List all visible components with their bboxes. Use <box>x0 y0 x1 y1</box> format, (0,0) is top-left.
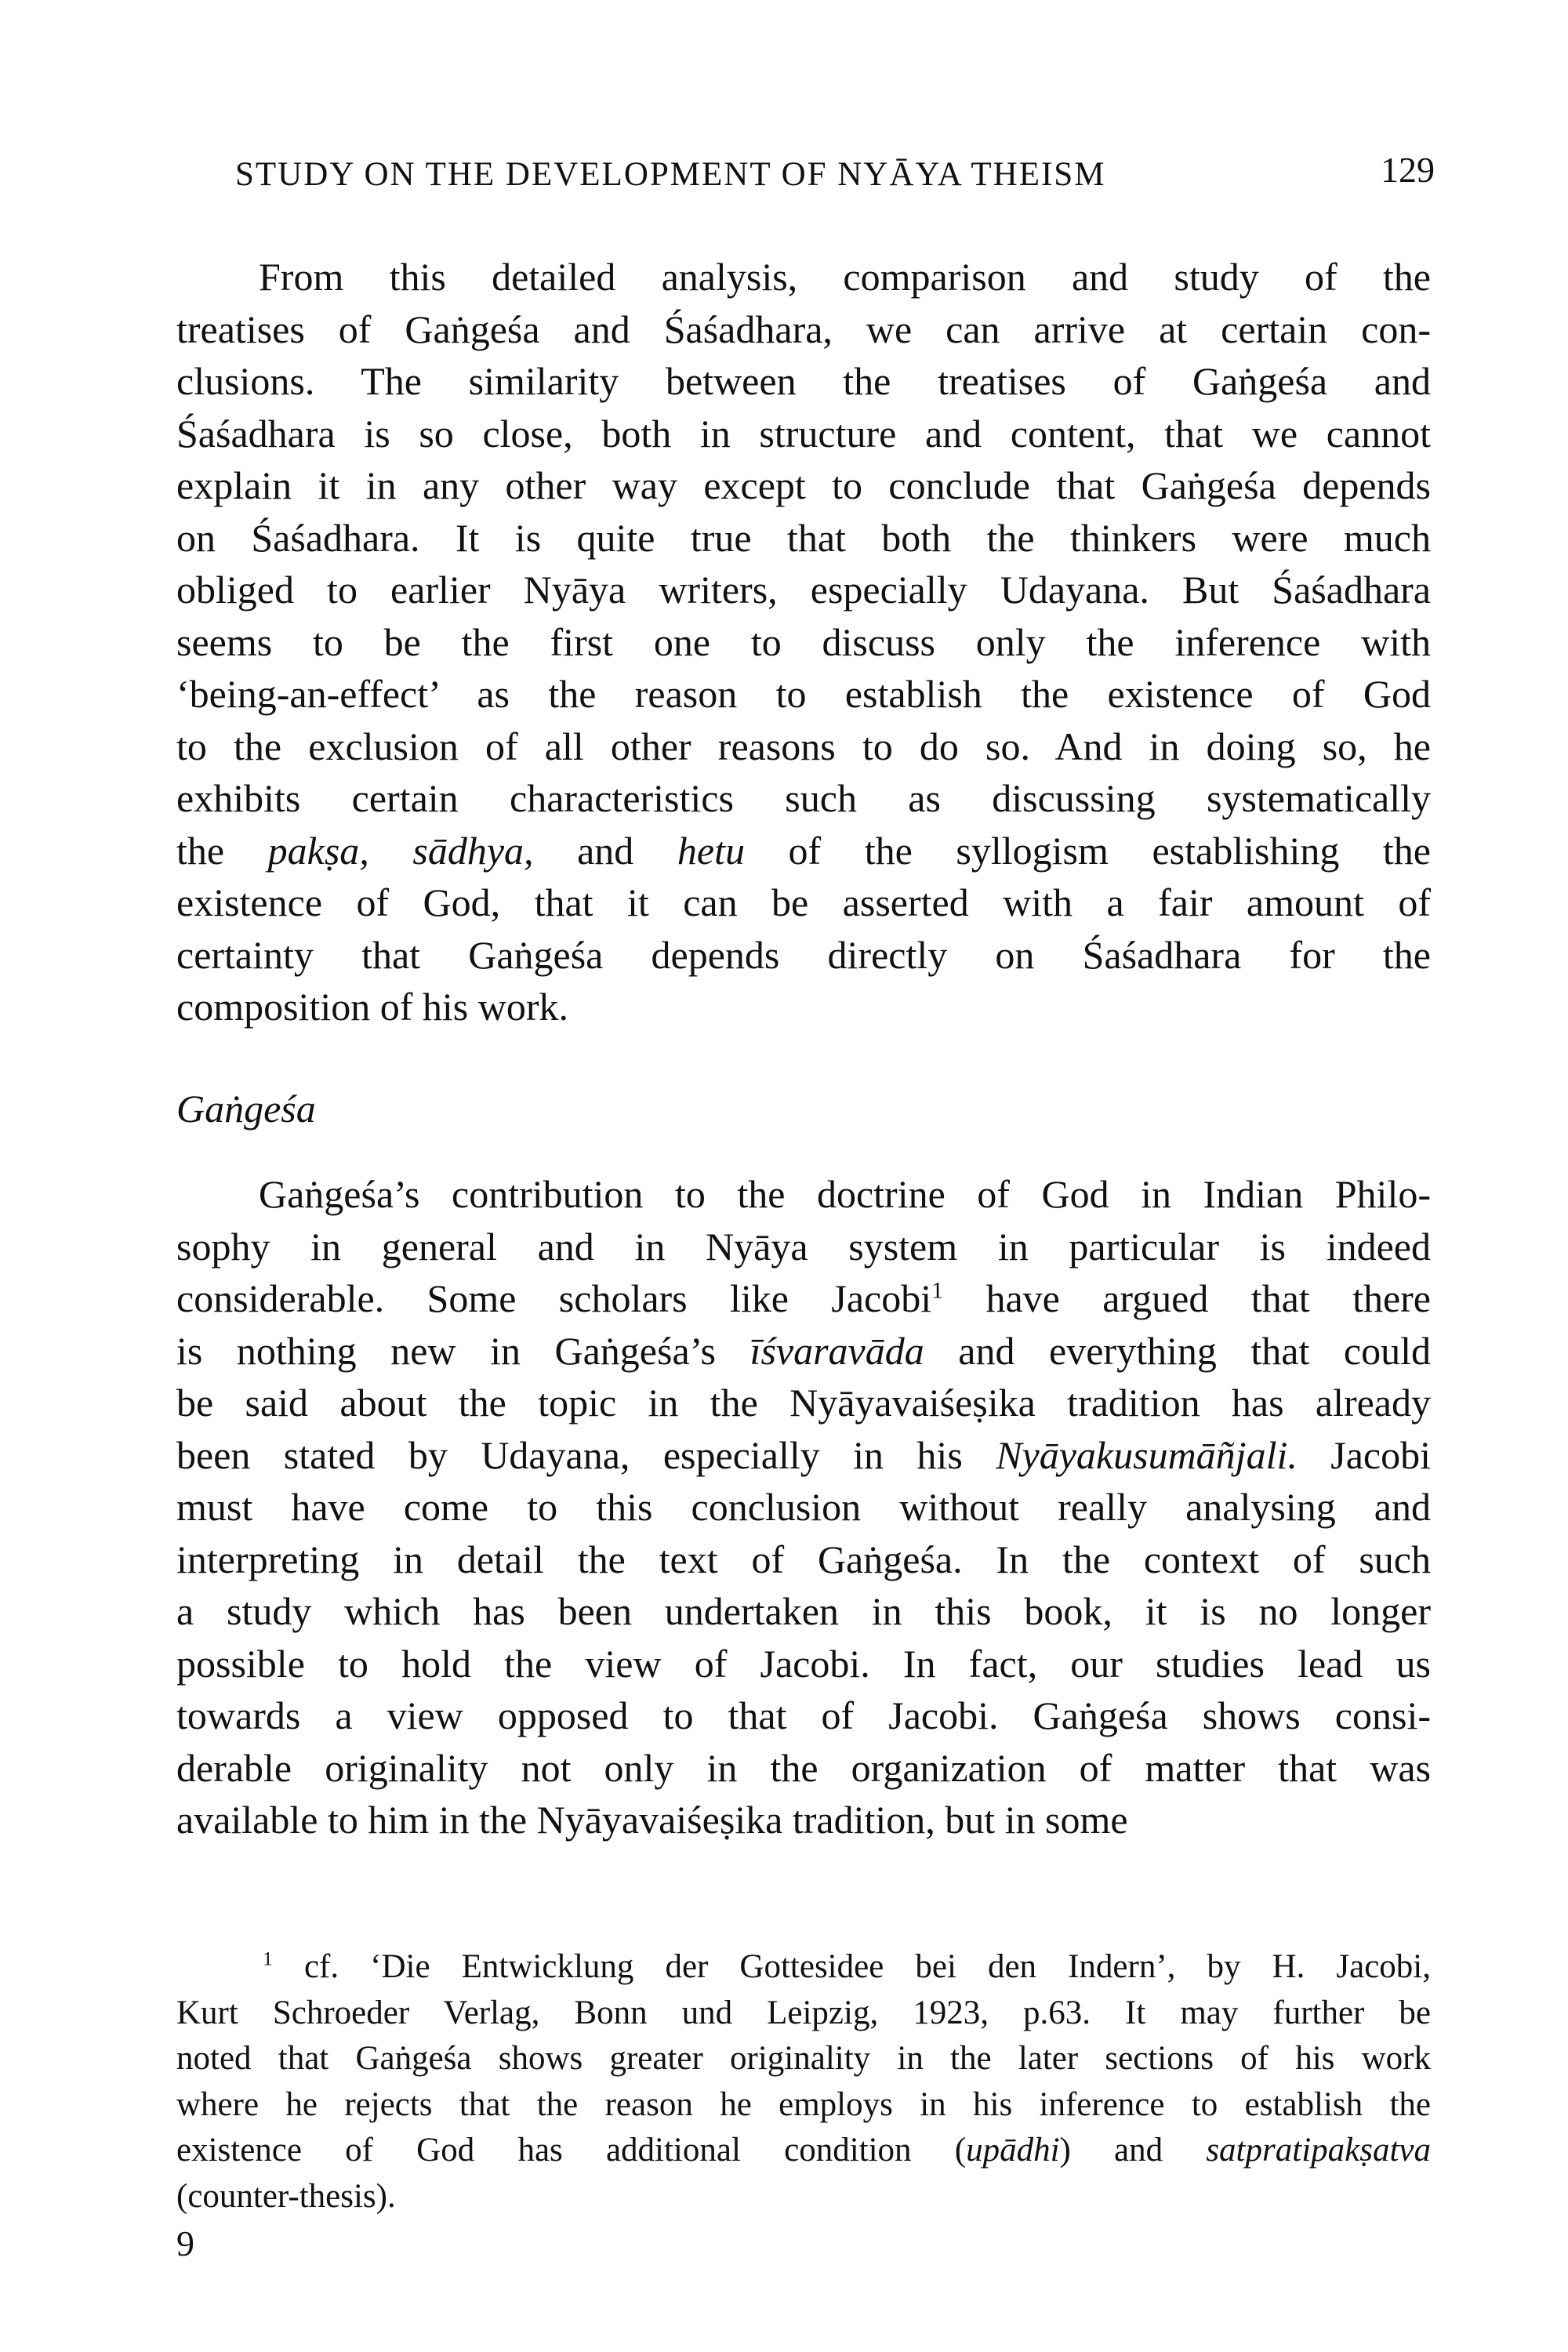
text-run: been stated by Udayana, especially in his <box>176 1432 996 1477</box>
text-line <box>176 1944 1431 1991</box>
text-run: existence of God, that it can be asserted with a fair amount of <box>176 880 1431 924</box>
italic-term: īśvaravāda <box>750 1328 924 1373</box>
italic-term: Nyāyakusumāñjali. <box>996 1432 1298 1477</box>
text-line <box>176 1794 1431 1846</box>
footnote-marker: 1 <box>931 1277 944 1304</box>
text-line <box>176 1638 1431 1690</box>
section-heading: Gaṅgeśa <box>176 1087 316 1131</box>
text-run: exhibits certain characteristics such as discussing systematically <box>176 776 1431 820</box>
text-run: be said about the topic in the Nyāyavaiśeṣika tradition has already <box>176 1381 1431 1425</box>
text-line <box>176 981 1431 1033</box>
text-run: existence of God has additional condition ( <box>176 2132 967 2169</box>
text-run: clusions. The similarity between the treatises of Gaṅgeśa and <box>176 359 1431 403</box>
text-line <box>176 877 1431 929</box>
text-line <box>176 720 1431 773</box>
text-run: and everything that could <box>924 1328 1431 1373</box>
text-line <box>176 303 1431 356</box>
italic-term: hetu <box>677 828 745 873</box>
text-line <box>176 564 1431 616</box>
text-run: cf. ‘Die Entwicklung der Gottesidee bei den Indern’, by H. Jacobi, <box>272 1948 1431 1985</box>
text-run: (counter-thesis). <box>176 2177 396 2215</box>
text-line <box>176 668 1431 720</box>
text-run: considerable. Some scholars like Jacobi <box>176 1276 932 1320</box>
text-run: seems to be the first one to discuss only the inference with <box>176 619 1431 664</box>
text-run: composition of his work. <box>176 985 568 1029</box>
text-line <box>176 1534 1431 1586</box>
text-line <box>176 1377 1431 1429</box>
text-run: obliged to earlier Nyāya writers, especially Udayana. But Śaśadhara <box>176 568 1431 612</box>
text-line <box>176 1272 1431 1325</box>
text-line <box>176 1991 1431 2037</box>
text-run: Jacobi <box>1297 1432 1431 1477</box>
text-run: ) and <box>1059 2132 1207 2169</box>
text-line <box>176 1481 1431 1534</box>
text-run: must have come to this conclusion without really analysing and <box>176 1485 1431 1529</box>
text-line <box>176 1168 1431 1221</box>
text-run: sophy in general and in Nyāya system in particular is indeed <box>176 1224 1431 1269</box>
text-line <box>176 1429 1431 1482</box>
text-run: to the exclusion of all other reasons to do so. And in doing so, he <box>176 724 1431 768</box>
text-line <box>176 1690 1431 1742</box>
text-run: From this detailed analysis, comparison and study of the <box>259 255 1431 299</box>
paragraph-1 <box>176 251 1431 1033</box>
text-run: interpreting in detail the text of Gaṅgeśa. In the context of such <box>176 1537 1431 1581</box>
text-run: and <box>533 828 677 873</box>
paragraph-2 <box>176 1168 1431 1846</box>
page-number: 129 <box>1381 150 1435 190</box>
text-line <box>176 408 1431 460</box>
text-run: of the syllogism establishing the <box>744 828 1431 873</box>
text-line <box>176 825 1431 877</box>
text-line <box>176 772 1431 825</box>
text-line <box>176 1221 1431 1273</box>
running-header <box>235 149 1435 204</box>
italic-term: pakṣa, sādhya, <box>267 828 534 873</box>
text-run: ‘being-an-effect’ as the reason to establish the existence of God <box>176 672 1431 716</box>
text-run: explain it in any other way except to conclude that Gaṅgeśa depends <box>176 463 1431 507</box>
text-run: on Śaśadhara. It is quite true that both the thinkers were much <box>176 515 1431 560</box>
italic-term: upādhi <box>966 2132 1060 2169</box>
text-run: a study which has been undertaken in this book, it is no longer <box>176 1589 1431 1633</box>
text-line <box>176 1325 1431 1377</box>
text-line <box>176 2174 1431 2220</box>
text-run: Śaśadhara is so close, both in structure and content, that we cannot <box>176 411 1431 456</box>
text-run: treatises of Gaṅgeśa and Śaśadhara, we can arrive at certain con- <box>176 307 1431 351</box>
text-run: have argued that there <box>943 1276 1431 1320</box>
text-line <box>176 616 1431 669</box>
text-line <box>176 1742 1431 1795</box>
italic-term: satpratipakṣatva <box>1206 2132 1431 2169</box>
text-run: available to him in the Nyāyavaiśeṣika tradition, but in some <box>176 1798 1128 1842</box>
footnote-marker: 1 <box>263 1947 273 1970</box>
text-line <box>176 459 1431 512</box>
text-run: Gaṅgeśa’s contribution to the doctrine of God in Indian Philo- <box>259 1172 1431 1216</box>
text-line <box>176 2036 1431 2082</box>
text-line <box>176 2082 1431 2129</box>
text-line <box>176 251 1431 303</box>
text-run: noted that Gaṅgeśa shows greater originality in the later sections of his work <box>176 2040 1431 2078</box>
text-run: certainty that Gaṅgeśa depends directly on Śaśadhara for the <box>176 932 1431 977</box>
signature-mark: 9 <box>176 2223 194 2263</box>
text-line <box>176 512 1431 564</box>
running-title: STUDY ON THE DEVELOPMENT OF NYĀYA THEISM <box>235 156 1106 193</box>
text-run: the <box>176 828 268 873</box>
text-line <box>176 2128 1431 2174</box>
text-run: possible to hold the view of Jacobi. In fact, our studies lead us <box>176 1641 1431 1686</box>
text-run: where he rejects that the reason he employs in his inference to establish the <box>176 2085 1431 2123</box>
text-line <box>176 1585 1431 1638</box>
text-line <box>176 355 1431 408</box>
text-line <box>176 929 1431 982</box>
text-run: Kurt Schroeder Verlag, Bonn und Leipzig, 1923, p.63. It may further be <box>176 1994 1431 2031</box>
text-run: is nothing new in Gaṅgeśa’s <box>176 1328 750 1373</box>
text-run: derable originality not only in the organization of matter that was <box>176 1745 1431 1790</box>
footnote <box>176 1944 1431 2220</box>
text-run: towards a view opposed to that of Jacobi. Gaṅgeśa shows consi- <box>176 1693 1431 1737</box>
